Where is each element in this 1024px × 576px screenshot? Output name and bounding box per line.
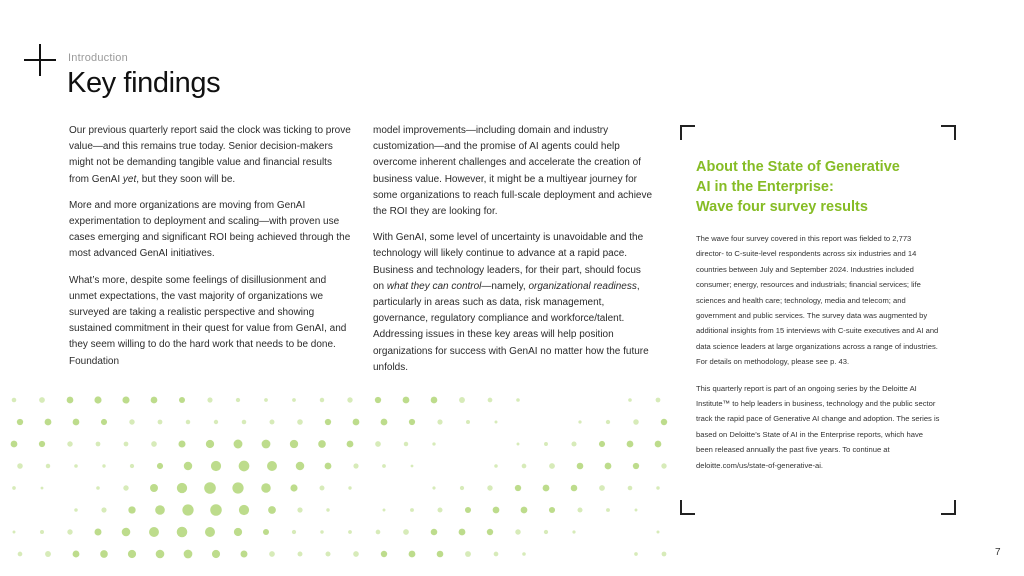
decorative-dot xyxy=(45,551,51,557)
decorative-dot xyxy=(403,397,410,404)
decorative-dot xyxy=(437,551,444,558)
sidebar-paragraph: This quarterly report is part of an ongoing series by the Deloitte AI Institute™ to help leaders in business, technology and the public sector track the rapid pace of Generative AI change and adoption. The series is based on Deloitte’s State of AI in the Enterprise reports, which have been released annually the past five years. To continue at deloitte.com/us/state-of-generative-ai. xyxy=(696,383,940,470)
decorative-dot xyxy=(74,508,78,512)
page-title: Key findings xyxy=(67,67,221,99)
decorative-dot xyxy=(460,486,464,490)
decorative-dot xyxy=(432,442,435,445)
decorative-dot xyxy=(239,461,250,472)
decorative-dot xyxy=(45,419,52,426)
decorative-dot xyxy=(234,440,243,449)
decorative-dot xyxy=(236,398,240,402)
decorative-dot xyxy=(381,551,387,557)
decorative-dot xyxy=(517,443,520,446)
decorative-dot xyxy=(96,486,100,490)
decorative-dot xyxy=(73,419,80,426)
decorative-dot xyxy=(599,441,605,447)
body-column-1 xyxy=(69,123,351,380)
decorative-dot xyxy=(232,482,243,493)
decorative-dot xyxy=(522,464,527,469)
decorative-dot xyxy=(633,419,639,425)
decorative-dot xyxy=(571,441,576,446)
decorative-dot xyxy=(571,485,578,492)
decorative-dot xyxy=(628,486,633,491)
decorative-dot xyxy=(67,441,72,446)
decorative-dot xyxy=(268,506,276,514)
decorative-dot xyxy=(635,509,638,512)
decorative-dot xyxy=(101,419,107,425)
decorative-dot xyxy=(633,463,639,469)
decorative-dot xyxy=(606,508,610,512)
decorative-dot xyxy=(40,530,44,534)
decorative-dot xyxy=(410,508,414,512)
decorative-dot xyxy=(465,507,471,513)
decorative-dot xyxy=(404,442,408,446)
decorative-dot xyxy=(292,530,296,534)
decorative-dot xyxy=(270,420,275,425)
decorative-dot xyxy=(241,551,248,558)
decorative-dot xyxy=(151,397,158,404)
decorative-dot xyxy=(487,485,492,490)
decorative-dot xyxy=(656,530,659,533)
decorative-dot xyxy=(627,441,634,448)
decorative-dot xyxy=(544,442,548,446)
decorative-dot xyxy=(151,441,157,447)
decorative-dot xyxy=(67,529,72,534)
decorative-dot xyxy=(96,442,101,447)
decorative-dot xyxy=(628,398,632,402)
decorative-dot xyxy=(297,419,303,425)
decorative-dot xyxy=(242,420,247,425)
decorative-dot xyxy=(150,484,158,492)
decorative-dot xyxy=(262,440,271,449)
decorative-dot xyxy=(409,419,415,425)
decorative-dot xyxy=(182,504,193,515)
decorative-dot xyxy=(656,486,659,489)
decorative-dot xyxy=(662,552,667,557)
corner-bracket-icon xyxy=(941,125,956,140)
decorative-dot xyxy=(459,529,466,536)
decorative-dot xyxy=(46,464,50,468)
decorative-dot xyxy=(206,440,214,448)
decorative-dot xyxy=(12,398,17,403)
sidebar-title-line: Wave four survey results xyxy=(696,199,868,215)
decorative-dot xyxy=(549,463,555,469)
emphasis: what they can control xyxy=(386,280,482,292)
decorative-dot xyxy=(353,419,360,426)
decorative-dot xyxy=(376,530,381,535)
decorative-dot xyxy=(156,550,165,559)
decorative-dot xyxy=(383,509,386,512)
decorative-dot xyxy=(290,484,297,491)
decorative-dot xyxy=(205,527,215,537)
decorative-dot xyxy=(184,550,193,559)
decorative-dot xyxy=(353,463,358,468)
emphasis: yet xyxy=(122,173,137,185)
decorative-dot xyxy=(606,420,610,424)
decorative-dot xyxy=(320,398,324,402)
decorative-dot xyxy=(438,508,443,513)
decorative-dot xyxy=(578,420,581,423)
paragraph: More and more organizations are moving from GenAI experimentation to deployment and scaling—with proven use cases emerging and significant ROI being achieved through the most advanced GenAI initiatives. xyxy=(69,199,351,260)
decorative-dot xyxy=(577,507,582,512)
decorative-dot xyxy=(320,486,325,491)
decorative-dot xyxy=(177,483,187,493)
decorative-dot xyxy=(101,507,106,512)
decorative-dot xyxy=(157,463,163,469)
decorative-dot xyxy=(544,530,548,534)
decorative-dot xyxy=(353,551,359,557)
corner-bracket-icon xyxy=(680,500,695,515)
decorative-dot xyxy=(459,397,465,403)
corner-bracket-icon xyxy=(680,125,695,140)
decorative-dot xyxy=(326,508,329,511)
decorative-dot xyxy=(656,398,661,403)
decorative-dot xyxy=(572,530,575,533)
decorative-dot xyxy=(411,465,414,468)
decorative-dot xyxy=(130,464,134,468)
decorative-dot xyxy=(267,461,277,471)
decorative-dot xyxy=(207,397,212,402)
decorative-dot-pattern xyxy=(0,380,680,576)
decorative-dot xyxy=(177,527,188,538)
decorative-dot xyxy=(375,441,381,447)
decorative-dot xyxy=(348,530,352,534)
decorative-dot xyxy=(186,420,190,424)
decorative-dot xyxy=(214,420,218,424)
decorative-dot xyxy=(122,528,131,537)
decorative-dot xyxy=(178,440,185,447)
decorative-dot xyxy=(466,420,470,424)
decorative-dot xyxy=(521,507,528,514)
decorative-dot xyxy=(102,464,105,467)
decorative-dot xyxy=(431,397,438,404)
decorative-dot xyxy=(211,461,221,471)
section-eyebrow: Introduction xyxy=(68,52,128,64)
decorative-dot xyxy=(522,552,526,556)
decorative-dot xyxy=(212,550,220,558)
decorative-dot xyxy=(375,397,381,403)
decorative-dot xyxy=(158,420,163,425)
decorative-dot xyxy=(290,440,298,448)
decorative-dot xyxy=(325,463,332,470)
decorative-dot xyxy=(599,485,605,491)
decorative-dot xyxy=(381,419,388,426)
paragraph xyxy=(69,123,351,188)
decorative-dot xyxy=(18,552,23,557)
corner-bracket-icon xyxy=(941,500,956,515)
decorative-dot xyxy=(149,527,159,537)
decorative-dot xyxy=(348,486,351,489)
paragraph: model improvements—including domain and industry customization—and the promise of AI agents could help overcome inherent challenges and accelerate the creation of business value. However, it might be a multiyear journey for some organizations to reach full-scale deployment and achieve the ROI they are looking for. xyxy=(373,125,653,218)
decorative-dot xyxy=(437,419,442,424)
text-run: , particularly in areas such as data, risk management, governance, regulatory compliance and workforce/talent. Addressing issues in these key areas will help position organizations for success with GenAI no matter how the future unfolds. xyxy=(373,280,649,373)
decorative-dot xyxy=(269,551,275,557)
decorative-dot xyxy=(128,550,136,558)
sidebar-title-line: About the State of Generative xyxy=(696,159,900,175)
body-column-2 xyxy=(373,123,653,386)
text-run: Our previous quarterly report said the clock was ticking to prove value—and this remains true today. Senior decision-makers might not be demanding tangible value and financial results from GenAI xyxy=(69,125,351,185)
decorative-dot xyxy=(297,507,302,512)
decorative-dot xyxy=(495,421,498,424)
decorative-dot xyxy=(465,551,471,557)
decorative-dot xyxy=(543,485,550,492)
plus-icon xyxy=(24,44,56,76)
decorative-dot xyxy=(17,463,23,469)
decorative-dot xyxy=(605,463,612,470)
decorative-dot xyxy=(515,485,521,491)
decorative-dot xyxy=(494,552,499,557)
decorative-dot xyxy=(94,396,101,403)
decorative-dot xyxy=(487,529,493,535)
decorative-dot xyxy=(655,441,662,448)
decorative-dot xyxy=(516,398,520,402)
decorative-dot xyxy=(382,464,386,468)
decorative-dot xyxy=(239,505,249,515)
decorative-dot xyxy=(326,552,331,557)
decorative-dot xyxy=(298,552,303,557)
decorative-dot xyxy=(347,441,354,448)
decorative-dot xyxy=(184,462,192,470)
decorative-dot xyxy=(261,483,271,493)
decorative-dot xyxy=(17,419,23,425)
text-run: —namely, xyxy=(481,280,529,292)
decorative-dot xyxy=(494,464,498,468)
decorative-dot xyxy=(179,397,185,403)
decorative-dot xyxy=(12,486,16,490)
decorative-dot xyxy=(431,529,438,536)
decorative-dot xyxy=(41,487,44,490)
decorative-dot xyxy=(39,441,45,447)
decorative-dot xyxy=(292,398,296,402)
decorative-dot xyxy=(409,551,416,558)
decorative-dot xyxy=(11,441,18,448)
decorative-dot xyxy=(95,529,102,536)
decorative-dot xyxy=(13,531,16,534)
decorative-dot xyxy=(128,506,135,513)
decorative-dot xyxy=(403,529,409,535)
decorative-dot xyxy=(204,482,216,494)
sidebar-title xyxy=(696,157,940,217)
decorative-dot xyxy=(123,485,128,490)
sidebar-title-line: AI in the Enterprise: xyxy=(696,179,834,195)
decorative-dot xyxy=(661,463,666,468)
decorative-dot xyxy=(74,464,78,468)
decorative-dot xyxy=(122,396,129,403)
decorative-dot xyxy=(234,528,242,536)
decorative-dot xyxy=(549,507,555,513)
decorative-dot xyxy=(100,550,108,558)
decorative-dot xyxy=(129,419,134,424)
decorative-dot xyxy=(318,440,326,448)
text-run: With GenAI, some level of uncertainty is unavoidable and the technology will likely continue to advance at a rapid pace. Business and technology leaders, for their part, should focus on xyxy=(373,232,644,292)
decorative-dot xyxy=(577,463,584,470)
decorative-dot xyxy=(124,442,129,447)
decorative-dot xyxy=(432,486,435,489)
text-run: , but they soon will be. xyxy=(136,173,236,185)
decorative-dot xyxy=(39,397,45,403)
decorative-dot xyxy=(320,530,323,533)
about-survey-sidebar xyxy=(696,157,940,484)
emphasis: organizational readiness xyxy=(528,280,637,292)
decorative-dot xyxy=(661,419,667,425)
paragraph xyxy=(373,230,653,376)
decorative-dot xyxy=(347,397,352,402)
decorative-dot xyxy=(634,552,638,556)
decorative-dot xyxy=(263,529,269,535)
decorative-dot xyxy=(67,397,74,404)
sidebar-paragraph: The wave four survey covered in this report was fielded to 2,773 director- to C-suite-level respondents across six industries and 14 countries between July and September 2024. Industries included consumer; energy, resources and industrials; financial services; life sciences and health care; technology, media and telecom; and government and public services. The survey data was augmented by additional insights from 15 interviews with C-suite executives and AI and data science leaders at large organizations across a range of industries. For details on methodology, please see p. 43. xyxy=(696,234,939,367)
decorative-dot xyxy=(155,505,165,515)
decorative-dot xyxy=(488,398,493,403)
paragraph: What’s more, despite some feelings of disillusionment and unmet expectations, the vast majority of organizations we surveyed are taking a realistic perspective and showing sustained commitment in their quest for value from GenAI, and they seem willing to do the hard work that needs to be done. Foundation xyxy=(69,274,347,367)
decorative-dot xyxy=(515,529,520,534)
decorative-dot xyxy=(493,507,500,514)
decorative-dot xyxy=(325,419,331,425)
decorative-dot xyxy=(296,462,305,471)
page-number: 7 xyxy=(995,547,1001,558)
decorative-dot xyxy=(210,504,222,516)
decorative-dot xyxy=(264,398,268,402)
decorative-dot xyxy=(73,551,80,558)
